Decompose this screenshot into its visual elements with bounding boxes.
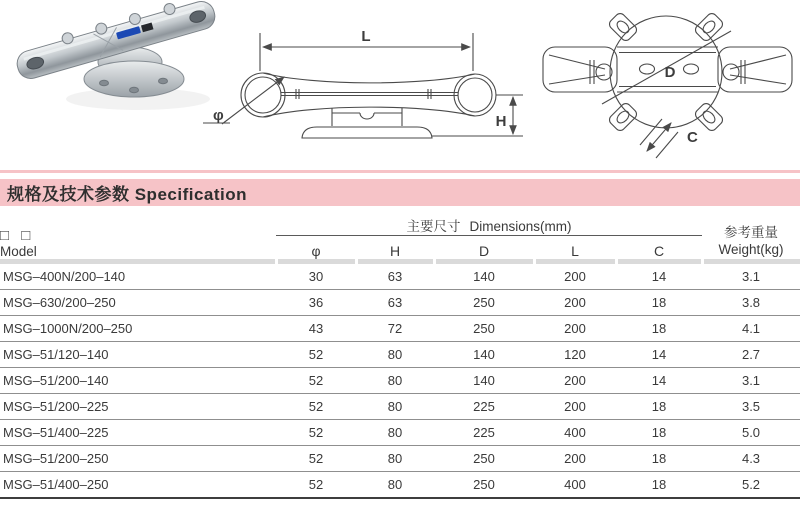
d-cell: 140 — [434, 368, 534, 394]
l-cell: 200 — [534, 290, 616, 316]
d-cell: 225 — [434, 420, 534, 446]
phi-cell: 52 — [276, 472, 356, 499]
phi-cell: 43 — [276, 316, 356, 342]
h-cell: 63 — [356, 290, 434, 316]
phi-label: φ — [213, 107, 224, 124]
model-column-header — [0, 215, 276, 259]
weight-header-zh: 参考重量 — [724, 224, 779, 240]
h-cell: 63 — [356, 264, 434, 290]
h-cell: 80 — [356, 472, 434, 499]
lug-bottom-right — [693, 101, 724, 132]
c-cell: 14 — [616, 368, 702, 394]
pedestal-base — [302, 127, 432, 138]
model-header-zh: □ □ — [0, 226, 35, 244]
pedestal-stem — [332, 108, 402, 126]
phi-diameter-line — [222, 77, 284, 124]
l-cell: 400 — [534, 420, 616, 446]
left-eye-inner — [245, 77, 281, 113]
lug-bottom-left — [607, 101, 638, 132]
l-cell: 200 — [534, 316, 616, 342]
column-header-h: H — [389, 243, 401, 259]
column-header-l: L — [571, 243, 579, 259]
phi-cell: 36 — [276, 290, 356, 316]
h-cell: 80 — [356, 368, 434, 394]
weight-cell: 3.8 — [702, 290, 800, 316]
left-arm — [543, 47, 617, 92]
c-cell: 14 — [616, 264, 702, 290]
table-row — [0, 394, 800, 420]
phi-cell: 52 — [276, 420, 356, 446]
dims-header-zh: 主要尺寸 — [406, 219, 461, 234]
weight-cell: 5.2 — [702, 472, 800, 499]
weight-cell: 3.1 — [702, 264, 800, 290]
dimensions-group-header — [276, 215, 702, 236]
bar-hole-left — [640, 64, 655, 74]
model-cell: MSG–1000N/200–250 — [0, 316, 276, 342]
specification-table — [0, 215, 800, 499]
weight-cell: 4.3 — [702, 446, 800, 472]
phi-cell: 52 — [276, 368, 356, 394]
length-label: L — [361, 28, 371, 45]
weight-cell: 5.0 — [702, 420, 800, 446]
model-cell: MSG–51/120–140 — [0, 342, 276, 368]
phi-cell: 52 — [276, 394, 356, 420]
c-label: C — [687, 129, 698, 146]
right-eye-outer — [454, 74, 496, 116]
model-cell: MSG–51/400–225 — [0, 420, 276, 446]
h-cell: 72 — [356, 316, 434, 342]
right-arm — [718, 47, 792, 92]
h-cell: 80 — [356, 342, 434, 368]
table-row — [0, 472, 800, 499]
d-cell: 250 — [434, 472, 534, 499]
c-extension-ticks — [640, 119, 678, 158]
top-view-drawing — [535, 0, 800, 172]
model-cell: MSG–51/200–225 — [0, 394, 276, 420]
right-clamp-screw — [723, 64, 739, 80]
table-row — [0, 316, 800, 342]
c-cell: 18 — [616, 394, 702, 420]
right-eye-inner — [458, 78, 492, 112]
l-cell: 200 — [534, 264, 616, 290]
flange-diameter-label: D — [664, 64, 676, 81]
c-cell: 18 — [616, 420, 702, 446]
model-cell: MSG–630/200–250 — [0, 290, 276, 316]
model-header-en: Model — [0, 244, 37, 259]
c-cell: 18 — [616, 316, 702, 342]
table-row — [0, 368, 800, 394]
column-header-phi: φ — [311, 243, 321, 259]
bar-hole-right — [684, 64, 699, 74]
phi-cell: 52 — [276, 342, 356, 368]
c-cell: 18 — [616, 472, 702, 499]
c-cell: 18 — [616, 446, 702, 472]
d-cell: 250 — [434, 290, 534, 316]
l-cell: 400 — [534, 472, 616, 499]
l-cell: 120 — [534, 342, 616, 368]
model-cell: MSG–51/400–250 — [0, 472, 276, 499]
table-row — [0, 264, 800, 290]
l-cell: 200 — [534, 446, 616, 472]
phi-cell: 52 — [276, 446, 356, 472]
d-cell: 140 — [434, 342, 534, 368]
table-row — [0, 420, 800, 446]
weight-cell: 2.7 — [702, 342, 800, 368]
left-eye-outer — [241, 73, 285, 117]
product-drawings — [0, 0, 800, 170]
table-row — [0, 446, 800, 472]
phi-cell: 30 — [276, 264, 356, 290]
table-row — [0, 290, 800, 316]
weight-cell: 3.5 — [702, 394, 800, 420]
column-header-c: C — [653, 243, 665, 259]
dims-header-en: Dimensions(mm) — [469, 219, 572, 234]
column-header-d: D — [478, 243, 490, 259]
model-cell: MSG–400N/200–140 — [0, 264, 276, 290]
c-cell: 14 — [616, 342, 702, 368]
l-cell: 200 — [534, 368, 616, 394]
h-cell: 80 — [356, 420, 434, 446]
seam-ticks — [296, 89, 431, 99]
model-cell: MSG–51/200–250 — [0, 446, 276, 472]
d-cell: 225 — [434, 394, 534, 420]
section-title: 规格及技术参数 Specification — [7, 185, 248, 204]
c-cell: 18 — [616, 290, 702, 316]
h-cell: 80 — [356, 394, 434, 420]
height-label: H — [495, 113, 507, 130]
lug-top-left — [607, 11, 638, 42]
section-header — [0, 179, 800, 206]
d-cell: 140 — [434, 264, 534, 290]
d-cell: 250 — [434, 446, 534, 472]
l-cell: 200 — [534, 394, 616, 420]
weight-cell: 4.1 — [702, 316, 800, 342]
model-cell: MSG–51/200–140 — [0, 368, 276, 394]
d-cell: 250 — [434, 316, 534, 342]
table-row — [0, 342, 800, 368]
pedestal-notch — [360, 113, 374, 119]
weight-cell: 3.1 — [702, 368, 800, 394]
h-cell: 80 — [356, 446, 434, 472]
weight-column-header — [702, 215, 800, 259]
weight-header-en: Weight(kg) — [718, 242, 784, 258]
side-view-drawing — [200, 0, 540, 172]
